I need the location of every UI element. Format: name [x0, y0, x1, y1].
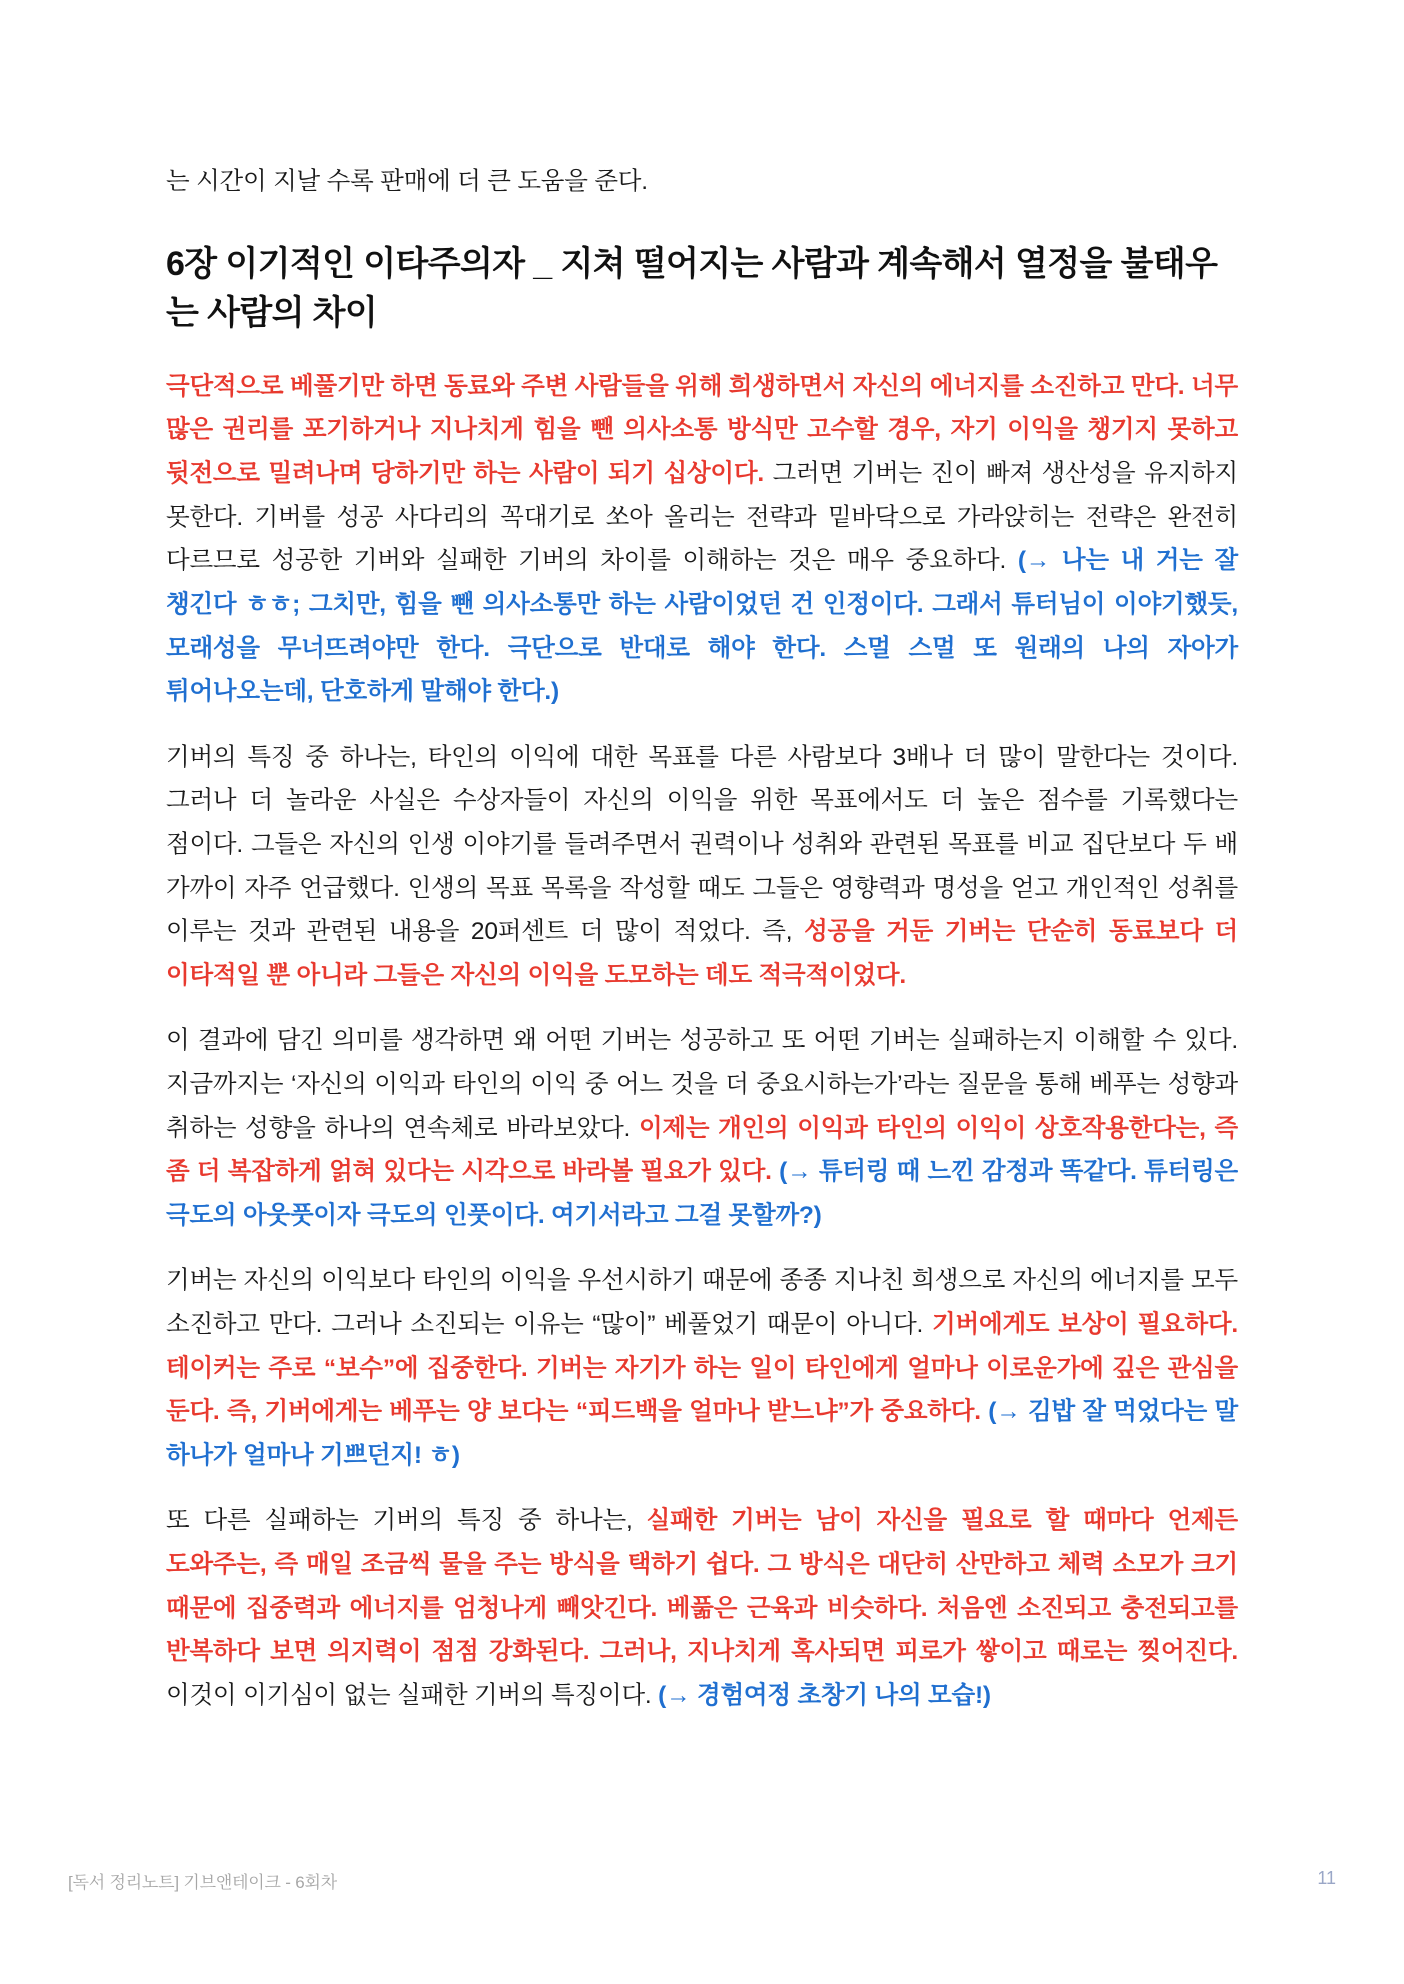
page-title: 6장 이기적인 이타주의자 _ 지쳐 떨어지는 사람과 계속해서 열정을 불태우는 사람의 차이 — [166, 244, 1218, 333]
text-run-blue: (→ 튜터링 때 느낀 감정과 똑같다. 튜터링은 극도의 아웃풋이자 극도의 인풋이다. 여기서라고 그걸 못할까?) — [166, 1158, 1238, 1229]
text-run-plain: 기버는 자신의 이익보다 타인의 이익을 우선시하기 때문에 종종 지나친 희생으로 자신의 에너지를 모두 소진하고 만다. 그러나 소진되는 이유는 “많이” 베풀었기 때문이 아니다. — [166, 1267, 1238, 1339]
text-run-red: 기버에게도 보상이 필요하다. 테이커는 주로 “보수”에 집중한다. 기버는 자기가 하는 일이 타인에게 얼마나 이로운가에 깊은 관심을 둔다. 즉, 기버에게는 베푸는 양 보다는 “피드백을 얼마나 받느냐”가 중요하다. — [166, 1311, 1238, 1426]
paragraph-4 — [166, 1259, 1238, 1477]
text-run-red: 이제는 개인의 이익과 타인의 이익이 상호작용한다는, 즉 좀 더 복잡하게 얽혀 있다는 시각으로 바라볼 필요가 있다. — [166, 1114, 1238, 1186]
text-run-plain: 이것이 이기심이 없는 실패한 기버의 특징이다. — [166, 1681, 659, 1709]
paragraph-5 — [166, 1499, 1238, 1717]
text-run-blue: (→ 경험여정 초창기 나의 모습!) — [658, 1681, 991, 1709]
text-run-plain: 기버의 특징 중 하나는, 타인의 이익에 대한 목표를 다른 사람보다 3배나 더 많이 말한다는 것이다. 그러나 더 놀라운 사실은 수상자들이 자신의 이익을 위한 목표에서도 더 높은 점수를 기록했다는 점이다. 그들은 자신의 인생 이야기를 들려주면서 권력이나 성취와 관련된 목표를 비교 집단보다 두 배 가까이 자주 언급했다. 인생의 목표 목록을 작성할 때도 그들은 영향력과 명성을 얻고 개인적인 성취를 이루는 것과 관련된 내용을 20퍼센트 더 많이 적었다. 즉, — [166, 743, 1238, 946]
footer-note: [독서 정리노트] 기브앤테이크 - 6회차 — [68, 1873, 337, 1892]
lead-line: 는 시간이 지날 수록 판매에 더 큰 도움을 준다. — [166, 168, 648, 195]
text-run-red: 성공을 거둔 기버는 단순히 동료보다 더 이타적일 뿐 아니라 그들은 자신의 이익을 도모하는 데도 적극적이었다. — [166, 918, 1238, 989]
page-footer — [0, 1868, 1404, 1908]
paragraph-1 — [166, 365, 1238, 714]
document-body — [166, 160, 1238, 1740]
text-run-red: 극단적으로 베풀기만 하면 동료와 주변 사람들을 위해 희생하면서 자신의 에너지를 소진하고 만다. 너무 많은 권리를 포기하거나 지나치게 힘을 뺀 의사소통 방식만 고수할 경우, 자기 이익을 챙기지 못하고 뒷전으로 밀려나며 당하기만 하는 사람이 되기 십상이다. — [166, 372, 1238, 488]
text-run-plain: 그러면 기버는 진이 빠져 생산성을 유지하지 못한다. 기버를 성공 사다리의 꼭대기로 쏘아 올리는 전략과 밑바닥으로 가라앉히는 전략은 완전히 다르므로 성공한 기버와 실패한 기버의 차이를 이해하는 것은 매우 중요하다. — [166, 460, 1238, 575]
text-run-plain: 이 결과에 담긴 의미를 생각하면 왜 어떤 기버는 성공하고 또 어떤 기버는 실패하는지 이해할 수 있다. 지금까지는 ‘자신의 이익과 타인의 이익 중 어느 것을 더 중요시하는가’라는 질문을 통해 베푸는 성향과 취하는 성향을 하나의 연속체로 바라보았다. — [166, 1027, 1238, 1142]
text-run-red: 실패한 기버는 남이 자신을 필요로 할 때마다 언제든 도와주는, 즉 매일 조금씩 물을 주는 방식을 택하기 쉽다. 그 방식은 대단히 산만하고 체력 소모가 크기 때문에 집중력과 에너지를 엄청나게 빼앗긴다. 베풂은 근육과 비슷하다. 처음엔 소진되고 충전되고를 반복하다 보면 의지력이 점점 강화된다. 그러나, 지나치게 혹사되면 피로가 쌓이고 때로는 찢어진다. — [166, 1507, 1238, 1666]
paragraph-2 — [166, 736, 1238, 998]
page-number: 11 — [1317, 1868, 1336, 1888]
text-run-plain: 또 다른 실패하는 기버의 특징 중 하나는, — [166, 1507, 647, 1535]
text-run-blue: (→ 김밥 잘 먹었다는 말 하나가 얼마나 기쁘던지! ㅎ) — [166, 1398, 1239, 1469]
text-run-blue: (→ 나는 내 거는 잘 챙긴다 ㅎㅎ; 그치만, 힘을 뺀 의사소통만 하는 사람이었던 건 인정이다. 그래서 튜터님이 이야기했듯, 모래성을 무너뜨려야만 한다. 극단으로 반대로 해야 한다. 스멀 스멀 또 원래의 나의 자아가 튀어나오는데, 단호하게 말해야 한다.) — [166, 547, 1238, 706]
paragraph-3 — [166, 1019, 1238, 1237]
